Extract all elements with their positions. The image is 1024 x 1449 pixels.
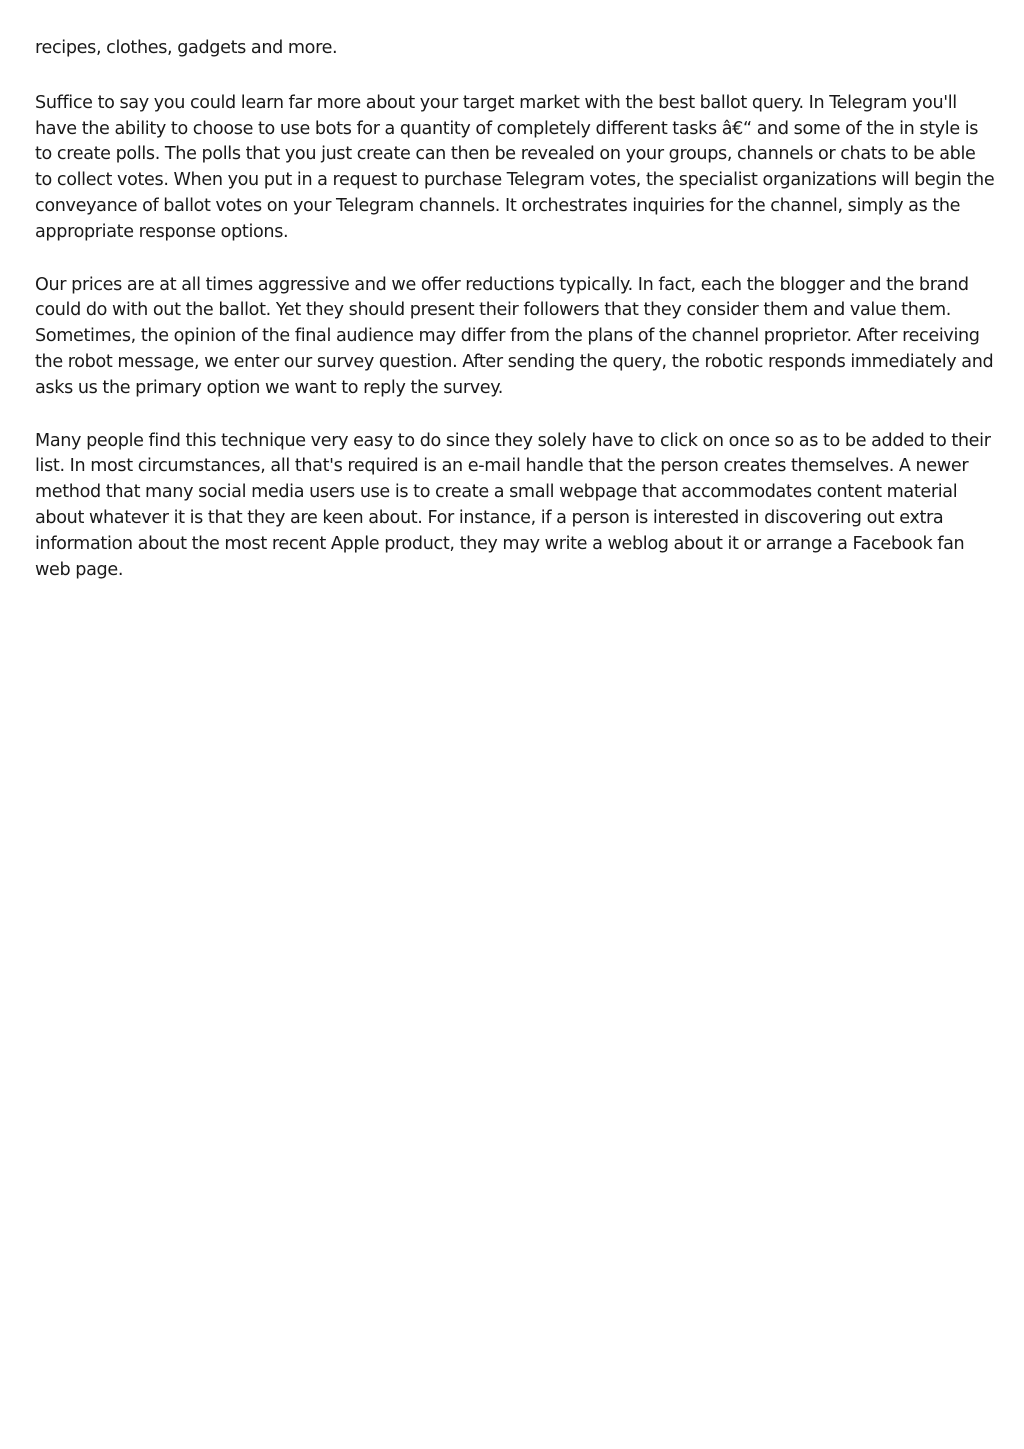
paragraph-intro-fragment: recipes, clothes, gadgets and more.	[35, 38, 338, 58]
paragraph-prices: Our prices are at all times aggressive and we offer reductions typically. In fact, each the blogger and the brand could do with out the ballot. Yet they should present their followers that they consider them and value them. Sometimes, the opinion of the final audience may differ from the plans of the channel proprietor. After receiving the robot message, we enter our survey question. After sending the query, the robotic responds immediately and asks us the primary option we want to reply the survey.	[35, 274, 994, 398]
paragraph-technique: Many people find this technique very easy to do since they solely have to click on once so as to be added to their list. In most circumstances, all that's required is an e-mail handle that the person creates themselves. A newer method that many social media users use is to create a small webpage that accommodates content material about whatever it is that they are keen about. For instance, if a person is interested in discovering out extra information about the most recent Apple product, they may write a weblog about it or arrange a Facebook fan web page.	[35, 430, 991, 580]
paragraph-telegram-polls: Suffice to say you could learn far more about your target market with the best ballot query. In Telegram you'll have the ability to choose to use bots for a quantity of completely different tasks â€“ and some of the in style is to create polls. The polls that you just create can then be revealed on your groups, channels or chats to be able to collect votes. When you put in a request to purchase Telegram votes, the specialist organizations will begin the conveyance of ballot votes on your Telegram channels. It orchestrates inquiries for the channel, simply as the appropriate response options.	[35, 92, 995, 242]
document-body	[35, 36, 995, 610]
